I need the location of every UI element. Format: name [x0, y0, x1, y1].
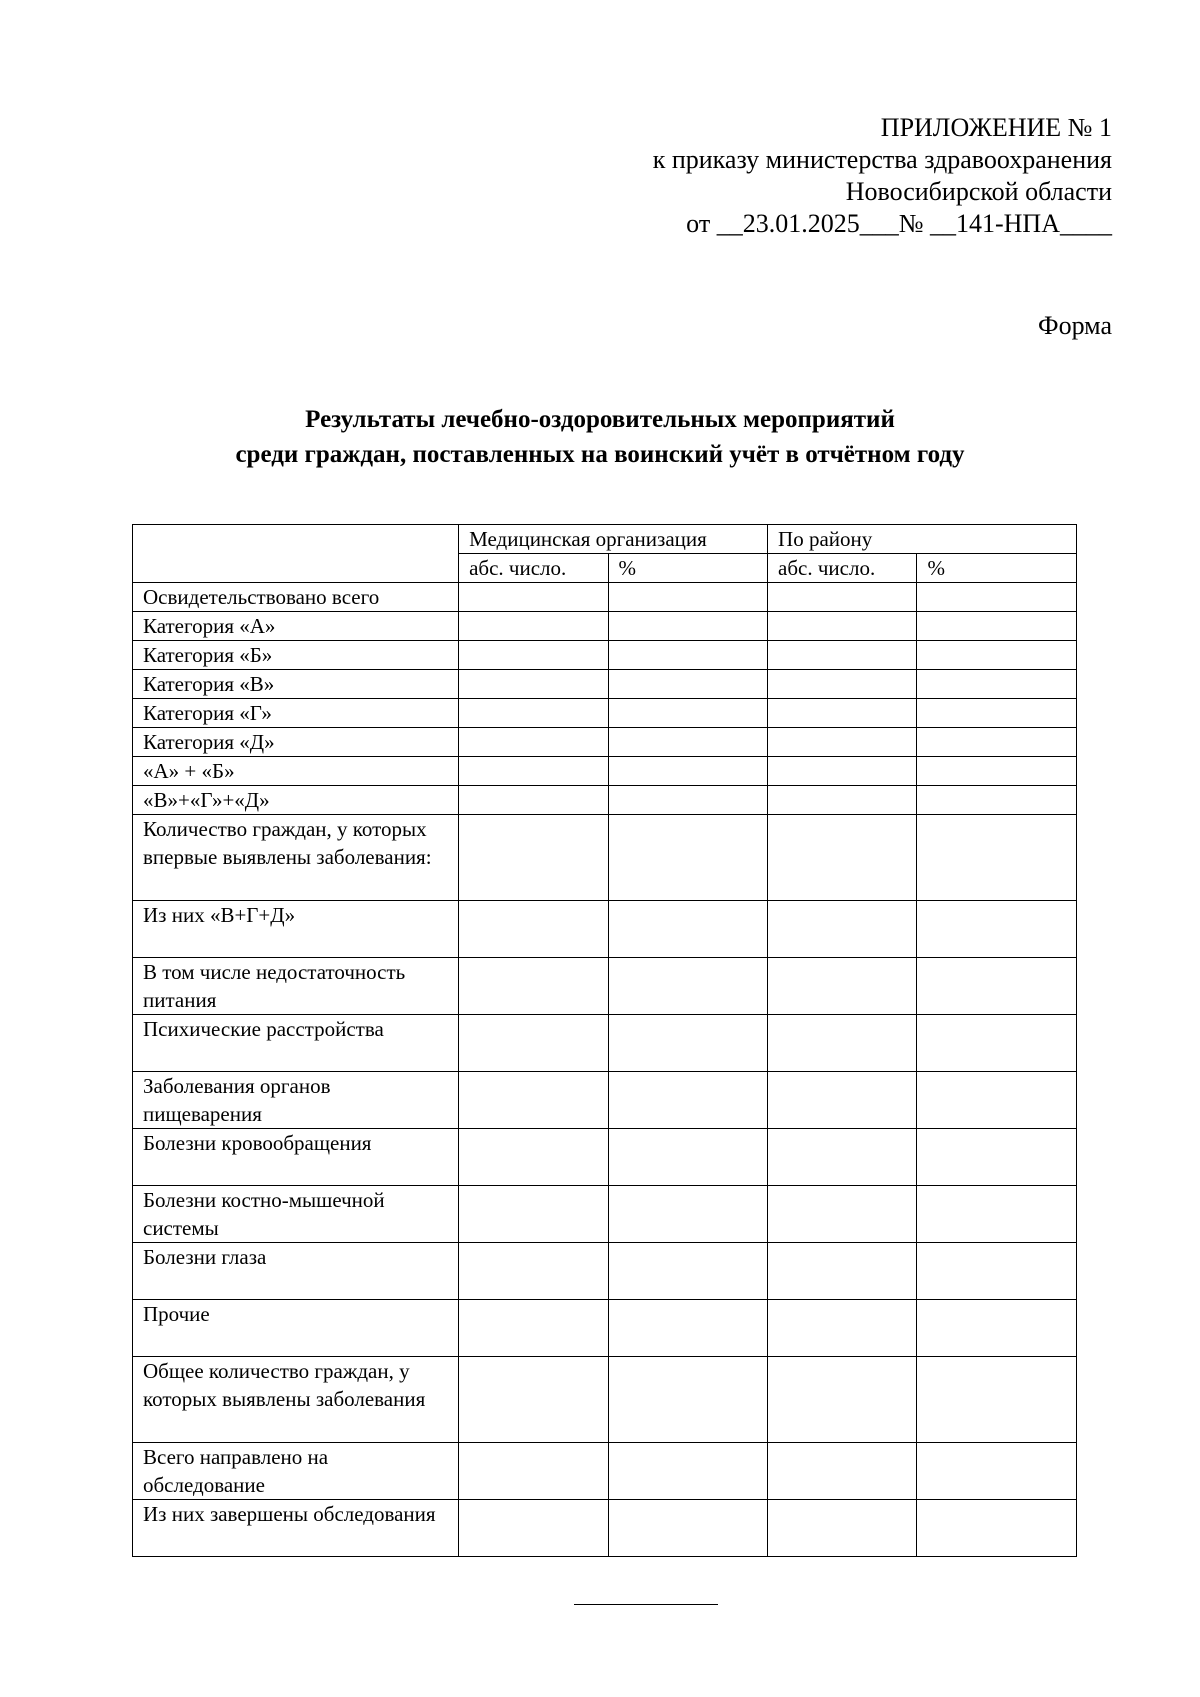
input-cell[interactable] — [459, 670, 608, 699]
input-cell[interactable] — [459, 757, 608, 786]
input-cell[interactable] — [768, 1243, 917, 1300]
row-label: Из них «В+Г+Д» — [133, 901, 459, 958]
input-cell[interactable] — [768, 1357, 917, 1443]
input-cell[interactable] — [459, 728, 608, 757]
input-cell[interactable] — [917, 901, 1077, 958]
order-reference: к приказу министерства здравоохранения — [652, 145, 1112, 174]
input-cell[interactable] — [459, 786, 608, 815]
subheader-percent: % — [917, 554, 1077, 583]
row-label: Общее количество граждан, у которых выявлены заболевания — [133, 1357, 459, 1443]
input-cell[interactable] — [768, 1186, 917, 1243]
input-cell[interactable] — [608, 1186, 768, 1243]
input-cell[interactable] — [459, 1072, 608, 1129]
column-group-medical-org: Медицинская организация — [459, 525, 768, 554]
input-cell[interactable] — [459, 1443, 608, 1500]
appendix-header — [653, 112, 1112, 240]
row-label: Психические расстройства — [133, 1015, 459, 1072]
input-cell[interactable] — [768, 1015, 917, 1072]
subheader-abs-number: абс. число. — [459, 554, 608, 583]
input-cell[interactable] — [917, 728, 1077, 757]
input-cell[interactable] — [608, 641, 768, 670]
input-cell[interactable] — [608, 786, 768, 815]
row-label: Болезни глаза — [133, 1243, 459, 1300]
input-cell[interactable] — [917, 786, 1077, 815]
input-cell[interactable] — [917, 1129, 1077, 1186]
input-cell[interactable] — [768, 1129, 917, 1186]
input-cell[interactable] — [608, 1357, 768, 1443]
input-cell[interactable] — [768, 1500, 917, 1557]
input-cell[interactable] — [917, 757, 1077, 786]
input-cell[interactable] — [459, 1015, 608, 1072]
row-label: Количество граждан, у которых впервые выявлены заболевания: — [133, 815, 459, 901]
row-label: Болезни кровообращения — [133, 1129, 459, 1186]
input-cell[interactable] — [768, 1443, 917, 1500]
row-label: Болезни костно-мышечной системы — [133, 1186, 459, 1243]
input-cell[interactable] — [608, 612, 768, 641]
input-cell[interactable] — [459, 641, 608, 670]
input-cell[interactable] — [608, 670, 768, 699]
input-cell[interactable] — [917, 670, 1077, 699]
input-cell[interactable] — [917, 1300, 1077, 1357]
input-cell[interactable] — [459, 612, 608, 641]
results-table — [132, 524, 1077, 1557]
input-cell[interactable] — [768, 815, 917, 901]
row-label: Категория «Б» — [133, 641, 459, 670]
row-label: В том числе недостаточность питания — [133, 958, 459, 1015]
input-cell[interactable] — [459, 1500, 608, 1557]
input-cell[interactable] — [768, 1300, 917, 1357]
row-label: Из них завершены обследования — [133, 1500, 459, 1557]
input-cell[interactable] — [917, 1186, 1077, 1243]
input-cell[interactable] — [459, 1300, 608, 1357]
input-cell[interactable] — [608, 1500, 768, 1557]
input-cell[interactable] — [768, 612, 917, 641]
input-cell[interactable] — [917, 1357, 1077, 1443]
input-cell[interactable] — [459, 815, 608, 901]
input-cell[interactable] — [917, 1500, 1077, 1557]
row-label: «А» + «Б» — [133, 757, 459, 786]
input-cell[interactable] — [917, 699, 1077, 728]
input-cell[interactable] — [608, 1243, 768, 1300]
input-cell[interactable] — [768, 786, 917, 815]
input-cell[interactable] — [768, 583, 917, 612]
footer-divider-line — [574, 1604, 718, 1605]
input-cell[interactable] — [608, 1015, 768, 1072]
row-label: Всего направлено на обследование — [133, 1443, 459, 1500]
appendix-number: ПРИЛОЖЕНИЕ № 1 — [880, 113, 1112, 142]
input-cell[interactable] — [459, 958, 608, 1015]
title-line-1: Результаты лечебно-оздоровительных мероприятий — [305, 406, 895, 433]
input-cell[interactable] — [608, 1443, 768, 1500]
input-cell[interactable] — [459, 1243, 608, 1300]
input-cell[interactable] — [459, 1186, 608, 1243]
form-label: Форма — [1038, 311, 1112, 340]
input-cell[interactable] — [608, 728, 768, 757]
input-cell[interactable] — [608, 901, 768, 958]
row-label: Категория «В» — [133, 670, 459, 699]
input-cell[interactable] — [917, 583, 1077, 612]
row-label: Категория «Д» — [133, 728, 459, 757]
input-cell[interactable] — [917, 815, 1077, 901]
input-cell[interactable] — [608, 958, 768, 1015]
subheader-abs-number: абс. число. — [768, 554, 917, 583]
document-title — [0, 402, 1200, 472]
row-label: «В»+«Г»+«Д» — [133, 786, 459, 815]
input-cell[interactable] — [768, 728, 917, 757]
input-cell[interactable] — [768, 901, 917, 958]
input-cell[interactable] — [917, 1015, 1077, 1072]
input-cell[interactable] — [768, 958, 917, 1015]
row-label: Освидетельствовано всего — [133, 583, 459, 612]
input-cell[interactable] — [768, 641, 917, 670]
input-cell[interactable] — [768, 757, 917, 786]
input-cell[interactable] — [917, 1443, 1077, 1500]
header-empty-cell — [133, 525, 459, 583]
row-label: Категория «А» — [133, 612, 459, 641]
input-cell[interactable] — [608, 1072, 768, 1129]
input-cell[interactable] — [768, 699, 917, 728]
input-cell[interactable] — [917, 958, 1077, 1015]
input-cell[interactable] — [608, 1300, 768, 1357]
input-cell[interactable] — [459, 583, 608, 612]
input-cell[interactable] — [608, 699, 768, 728]
input-cell[interactable] — [917, 1072, 1077, 1129]
input-cell[interactable] — [459, 901, 608, 958]
input-cell[interactable] — [608, 1129, 768, 1186]
input-cell[interactable] — [917, 1243, 1077, 1300]
input-cell[interactable] — [768, 1072, 917, 1129]
title-line-2: среди граждан, поставленных на воинский учёт в отчётном году — [235, 441, 965, 468]
subheader-percent: % — [608, 554, 768, 583]
input-cell[interactable] — [917, 641, 1077, 670]
input-cell[interactable] — [917, 612, 1077, 641]
row-label: Заболевания органов пищеварения — [133, 1072, 459, 1129]
input-cell[interactable] — [608, 583, 768, 612]
region-name: Новосибирской области — [845, 177, 1112, 206]
input-cell[interactable] — [768, 670, 917, 699]
row-label: Категория «Г» — [133, 699, 459, 728]
input-cell[interactable] — [459, 699, 608, 728]
column-group-district: По району — [768, 525, 1077, 554]
input-cell[interactable] — [459, 1129, 608, 1186]
row-label: Прочие — [133, 1300, 459, 1357]
input-cell[interactable] — [459, 1357, 608, 1443]
order-date-number: от __23.01.2025___№ __141-НПА____ — [686, 209, 1112, 238]
input-cell[interactable] — [608, 757, 768, 786]
input-cell[interactable] — [608, 815, 768, 901]
